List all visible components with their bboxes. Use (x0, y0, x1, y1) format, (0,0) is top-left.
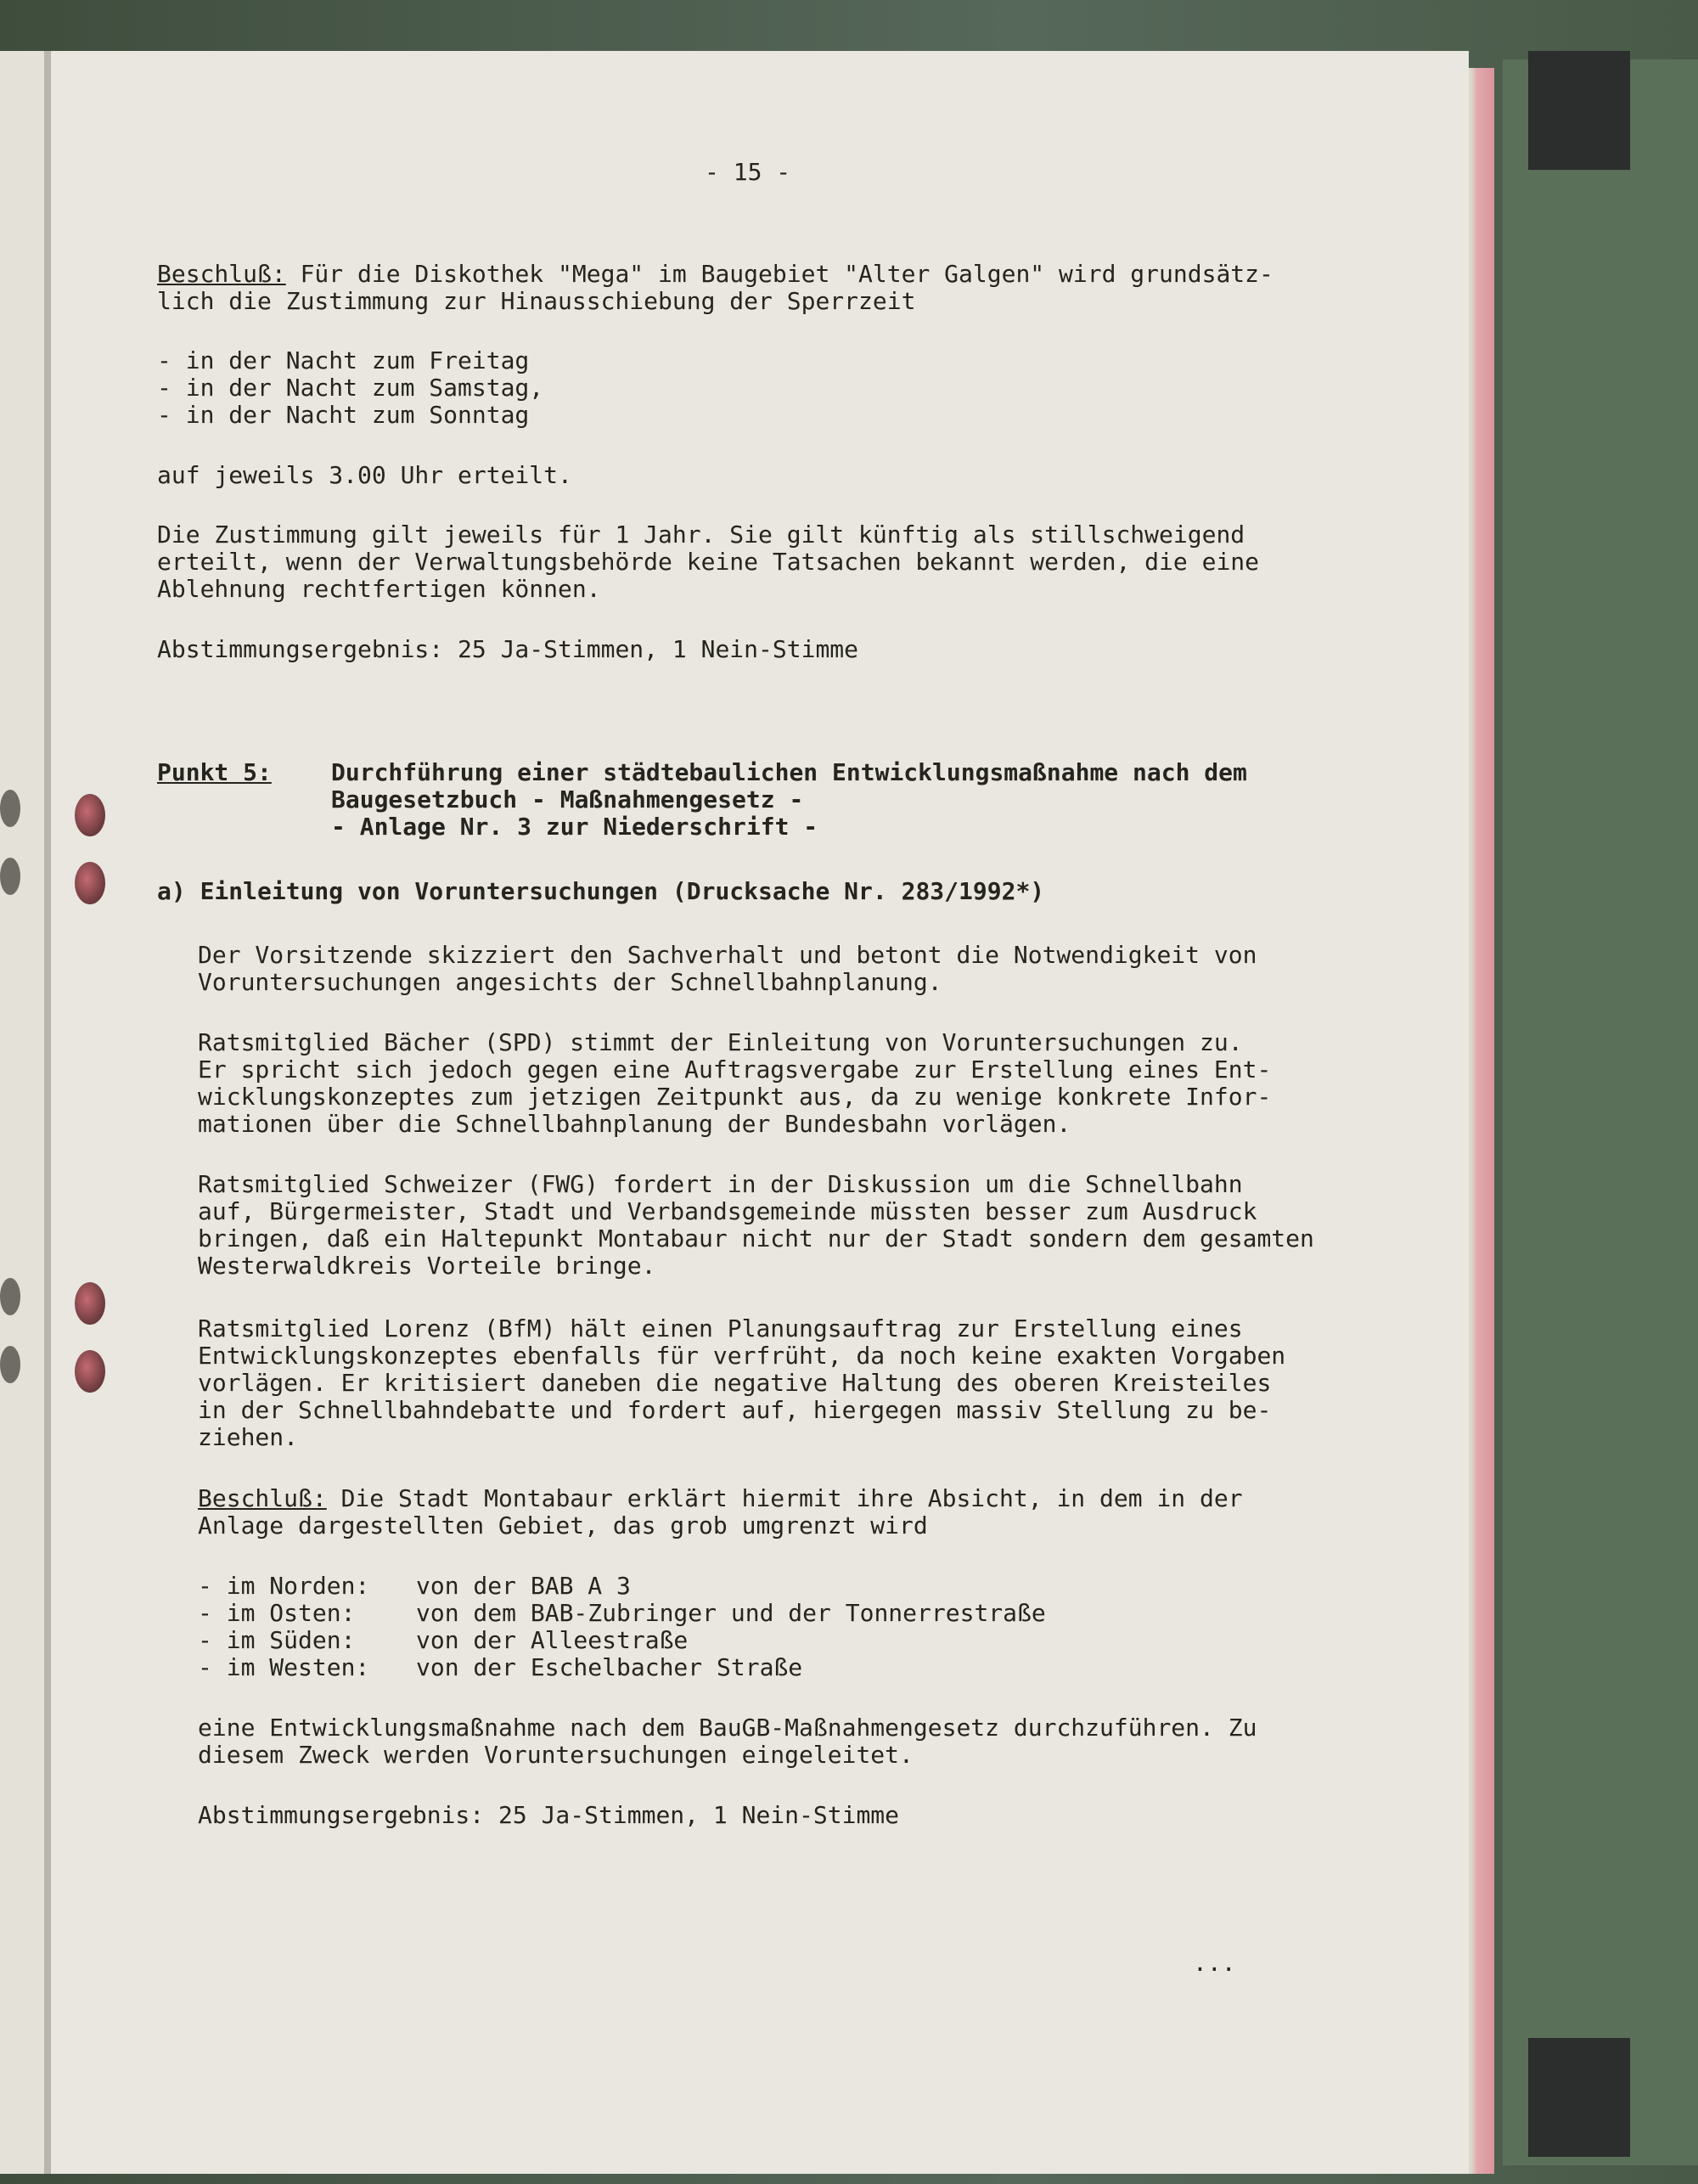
binder-ring-icon (75, 1282, 105, 1325)
bound-value: von der Alleestraße (416, 1626, 689, 1654)
bound-direction: - im Norden: (198, 1572, 370, 1600)
bound-value: von der Eschelbacher Straße (416, 1653, 803, 1681)
punch-hole (0, 1278, 20, 1315)
paragraph-line: Ratsmitglied Schweizer (FWG) fordert in der Diskussion um die Schnellbahn (198, 1170, 1243, 1198)
bound-direction: - im Osten: (198, 1599, 356, 1627)
paragraph-line: erteilt, wenn der Verwaltungsbehörde keine Tatsachen bekannt werden, die eine (157, 548, 1260, 576)
binder-ring-icon (75, 794, 105, 836)
beschluss-line-2: Anlage dargestellten Gebiet, das grob umgrenzt wird (198, 1511, 928, 1539)
beschluss-label: Beschluß: (157, 260, 286, 288)
beschluss-after: auf jeweils 3.00 Uhr erteilt. (157, 461, 572, 489)
list-item: - in der Nacht zum Sonntag (157, 401, 530, 429)
binder-corner-top (1528, 51, 1630, 170)
document-page (51, 51, 1469, 2174)
paragraph-line: ziehen. (198, 1423, 299, 1451)
list-item: - in der Nacht zum Samstag, (157, 374, 544, 402)
beschluss-text: Für die Diskothek "Mega" im Baugebiet "Alter Galgen" wird grundsätz- (285, 260, 1274, 288)
vote-result: Abstimmungsergebnis: 25 Ja-Stimmen, 1 Nein-Stimme (157, 635, 859, 663)
beschluss-line-1 (198, 1486, 1243, 1511)
bound-direction: - im Süden: (198, 1626, 356, 1654)
punch-hole (0, 858, 20, 895)
binder-ring-icon (75, 1350, 105, 1393)
paragraph-line: Ablehnung rechtfertigen können. (157, 575, 601, 603)
binder-ring-icon (75, 862, 105, 904)
paragraph-line: Ratsmitglied Bächer (SPD) stimmt der Einleitung von Voruntersuchungen zu. (198, 1028, 1243, 1056)
paragraph-line: Westerwaldkreis Vorteile bringe. (198, 1252, 656, 1280)
paragraph-line: Entwicklungskonzeptes ebenfalls für verfrüht, da noch keine exakten Vorgaben (198, 1342, 1286, 1370)
paragraph-line: diesem Zweck werden Voruntersuchungen eingeleitet. (198, 1741, 914, 1769)
vote-result: Abstimmungsergebnis: 25 Ja-Stimmen, 1 Nein-Stimme (198, 1801, 900, 1829)
punch-hole (0, 790, 20, 827)
facing-page (0, 51, 47, 2174)
paragraph-line: bringen, daß ein Haltepunkt Montabaur nicht nur der Stadt sondern dem gesamten (198, 1224, 1314, 1252)
list-item: - in der Nacht zum Freitag (157, 346, 530, 374)
bound-value: von dem BAB-Zubringer und der Tonnerrestraße (416, 1599, 1046, 1627)
paragraph-line: vorlägen. Er kritisiert daneben die negative Haltung des oberen Kreisteiles (198, 1369, 1272, 1397)
beschluss-line-1 (157, 262, 1274, 287)
punkt-title: Baugesetzbuch - Maßnahmengesetz - (331, 785, 804, 813)
paragraph-line: wicklungskonzeptes zum jetzigen Zeitpunkt aus, da zu wenige konkrete Infor- (198, 1083, 1272, 1111)
paragraph-line: Ratsmitglied Lorenz (BfM) hält einen Planungsauftrag zur Erstellung eines (198, 1314, 1243, 1342)
continuation-marker: ... (1193, 1949, 1236, 1977)
bound-direction: - im Westen: (198, 1653, 370, 1681)
punch-hole (0, 1346, 20, 1383)
beschluss-text: Die Stadt Montabaur erklärt hiermit ihre Absicht, in dem in der (326, 1484, 1243, 1512)
punkt-title: Durchführung einer städtebaulichen Entwicklungsmaßnahme nach dem (331, 758, 1247, 786)
paragraph-line: Voruntersuchungen angesichts der Schnellbahnplanung. (198, 968, 942, 996)
paragraph-line: Die Zustimmung gilt jeweils für 1 Jahr. Sie gilt künftig als stillschweigend (157, 521, 1245, 549)
paragraph-line: eine Entwicklungsmaßnahme nach dem BauGB-Maßnahmengesetz durchzuführen. Zu (198, 1714, 1257, 1742)
punkt-title: - Anlage Nr. 3 zur Niederschrift - (331, 813, 818, 841)
section-heading: a) Einleitung von Voruntersuchungen (Drucksache Nr. 283/1992*) (157, 877, 1045, 905)
punkt-label: Punkt 5: (157, 758, 272, 786)
binder-cover (1503, 59, 1698, 2165)
paragraph-line: auf, Bürgermeister, Stadt und Verbandsgemeinde müssten besser zum Ausdruck (198, 1197, 1257, 1225)
paragraph-line: Der Vorsitzende skizziert den Sachverhalt und betont die Notwendigkeit von (198, 941, 1257, 969)
beschluss-label: Beschluß: (198, 1484, 327, 1512)
bound-value: von der BAB A 3 (416, 1572, 631, 1600)
paragraph-line: in der Schnellbahndebatte und fordert auf, hiergegen massiv Stellung zu be- (198, 1396, 1272, 1424)
binder-corner-bottom (1528, 2038, 1630, 2157)
paragraph-line: Er spricht sich jedoch gegen eine Auftragsvergabe zur Erstellung eines Ent- (198, 1055, 1272, 1084)
beschluss-line-2: lich die Zustimmung zur Hinausschiebung der Sperrzeit (157, 287, 916, 315)
paragraph-line: mationen über die Schnellbahnplanung der Bundesbahn vorlägen. (198, 1110, 1071, 1138)
page-number: - 15 - (705, 158, 791, 186)
